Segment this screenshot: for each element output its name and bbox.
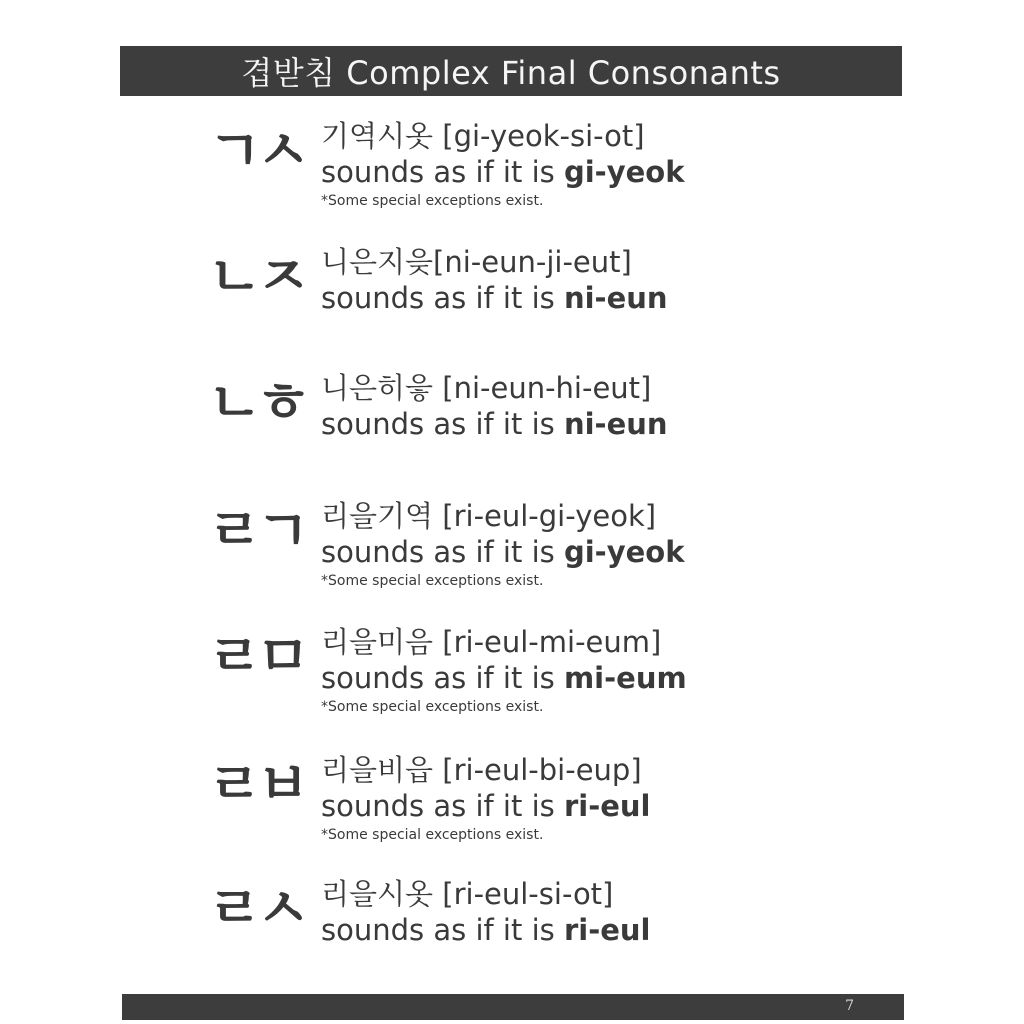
consonant-glyph: ㄹㅁ bbox=[208, 625, 305, 690]
sound-prefix: sounds as if it is bbox=[321, 913, 564, 947]
header-bar bbox=[120, 46, 902, 96]
exception-note: *Some special exceptions exist. bbox=[321, 699, 544, 715]
consonant-glyph: ㄹㄱ bbox=[208, 499, 305, 564]
sound-value: gi-yeok bbox=[563, 535, 685, 569]
consonant-name: 기역시옷 [gi-yeok-si-ot] bbox=[321, 119, 645, 153]
consonant-name: 리을기역 [ri-eul-gi-yeok] bbox=[321, 499, 657, 533]
sound-line bbox=[321, 406, 668, 442]
sound-line bbox=[321, 660, 687, 696]
sound-value: ni-eun bbox=[563, 281, 668, 315]
sound-value: mi-eum bbox=[563, 661, 687, 695]
exception-note: *Some special exceptions exist. bbox=[321, 827, 544, 843]
sound-prefix: sounds as if it is bbox=[321, 661, 564, 695]
sound-value: gi-yeok bbox=[563, 155, 685, 189]
sound-prefix: sounds as if it is bbox=[321, 281, 564, 315]
entry-text bbox=[321, 752, 651, 844]
consonant-glyph: ㄹㅅ bbox=[208, 877, 305, 942]
sound-prefix: sounds as if it is bbox=[321, 155, 564, 189]
consonant-glyph: ㄱㅅ bbox=[208, 119, 305, 184]
sound-value: ri-eul bbox=[563, 789, 651, 823]
sound-line bbox=[321, 280, 668, 316]
sound-prefix: sounds as if it is bbox=[321, 789, 564, 823]
entry-text bbox=[321, 118, 685, 210]
sound-line bbox=[321, 154, 685, 190]
consonant-glyph: ㄴㅈ bbox=[208, 245, 305, 310]
entry-text bbox=[321, 370, 668, 442]
entry-text bbox=[321, 876, 651, 948]
exception-note: *Some special exceptions exist. bbox=[321, 573, 544, 589]
sound-value: ni-eun bbox=[563, 407, 668, 441]
page-title: 겹받침 Complex Final Consonants bbox=[241, 54, 781, 92]
consonant-name: 리을비읍 [ri-eul-bi-eup] bbox=[321, 753, 642, 787]
consonant-name: 니은지읒[ni-eun-ji-eut] bbox=[321, 245, 632, 279]
exception-note: *Some special exceptions exist. bbox=[321, 193, 544, 209]
sound-line bbox=[321, 788, 651, 824]
entry-text bbox=[321, 244, 668, 316]
consonant-glyph: ㄴㅎ bbox=[208, 371, 305, 436]
sound-value: ri-eul bbox=[563, 913, 651, 947]
sound-line bbox=[321, 912, 651, 948]
page-number: 7 bbox=[845, 998, 854, 1014]
footer-bar bbox=[122, 994, 904, 1020]
consonant-name: 니은히읗 [ni-eun-hi-eut] bbox=[321, 371, 652, 405]
sound-line bbox=[321, 534, 685, 570]
consonant-glyph: ㄹㅂ bbox=[208, 753, 305, 818]
entry-text bbox=[321, 624, 687, 716]
entry-text bbox=[321, 498, 685, 590]
sound-prefix: sounds as if it is bbox=[321, 535, 564, 569]
consonant-name: 리을미음 [ri-eul-mi-eum] bbox=[321, 625, 662, 659]
sound-prefix: sounds as if it is bbox=[321, 407, 564, 441]
consonant-name: 리을시옷 [ri-eul-si-ot] bbox=[321, 877, 614, 911]
